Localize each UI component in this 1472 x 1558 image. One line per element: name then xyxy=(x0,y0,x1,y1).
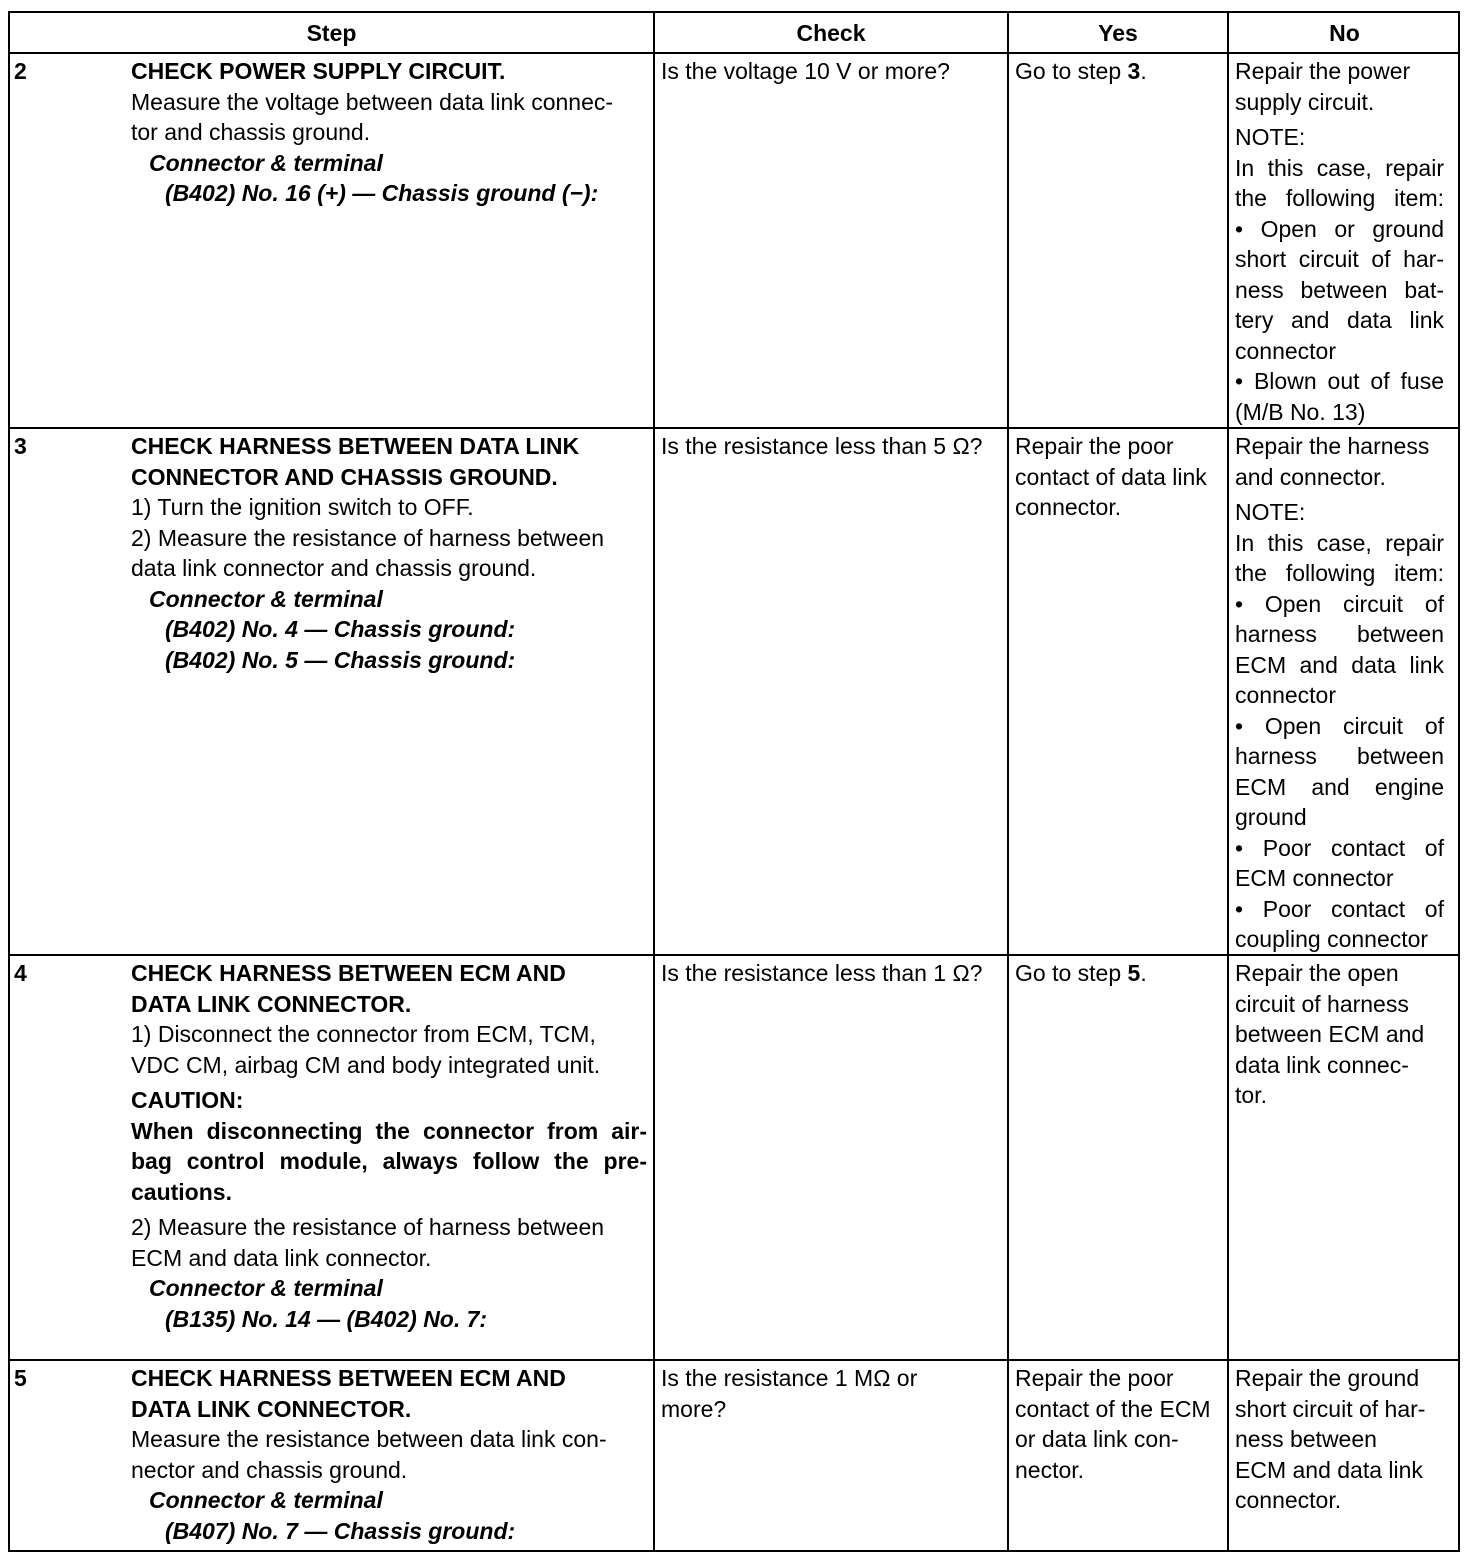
column-divider xyxy=(653,13,655,1550)
caution-label: CAUTION: xyxy=(131,1087,244,1113)
step-text: 1) Turn the ignition switch to OFF. xyxy=(131,494,474,520)
no-line: short circuit of har- xyxy=(1235,1395,1426,1422)
step-text: 1) Disconnect the connector from ECM, TCM, xyxy=(131,1021,596,1047)
no-line: (M/B No. 13) xyxy=(1235,398,1366,425)
header-step: Step xyxy=(306,20,357,46)
connector-label: Connector & terminal xyxy=(149,1275,383,1301)
column-divider xyxy=(1227,13,1229,1550)
step-title: CHECK HARNESS BETWEEN ECM AND xyxy=(131,960,566,986)
step-description xyxy=(131,56,647,209)
no-line: • Blown out of fuse xyxy=(1235,368,1444,394)
no-line: connector xyxy=(1235,337,1337,364)
diagnostic-table xyxy=(8,11,1460,1552)
yes-step-number: 5 xyxy=(1127,960,1141,986)
no-line: • Open circuit of xyxy=(1235,590,1444,617)
terminal-spec: (B407) No. 7 — Chassis ground: xyxy=(165,1517,516,1544)
yes-line: connector. xyxy=(1015,494,1122,520)
step-text: Measure the resistance between data link con- xyxy=(131,1426,607,1452)
yes-text xyxy=(1015,56,1225,87)
step-text: 2) Measure the resistance of harness between xyxy=(131,1214,605,1240)
step-number: 2 xyxy=(14,58,27,84)
terminal-spec: (B402) No. 4 — Chassis ground: xyxy=(165,616,516,642)
step-number: 5 xyxy=(14,1365,27,1391)
no-text xyxy=(1235,431,1444,955)
connector-label: Connector & terminal xyxy=(149,585,383,612)
caution-text: When disconnecting the connector from air- xyxy=(131,1117,647,1144)
no-line: ECM and engine xyxy=(1235,773,1444,800)
no-line: ness between xyxy=(1235,1426,1377,1452)
no-line: circuit of harness xyxy=(1235,990,1409,1017)
yes-suffix: . xyxy=(1140,58,1147,84)
check-text xyxy=(661,1363,1005,1424)
step-number: 3 xyxy=(14,433,27,459)
no-line: Repair the power xyxy=(1235,58,1411,84)
yes-text xyxy=(1015,958,1225,989)
step-text: nector and chassis ground. xyxy=(131,1456,408,1483)
yes-text xyxy=(1015,1363,1225,1485)
no-line: data link connec- xyxy=(1235,1051,1409,1078)
no-line: and connector. xyxy=(1235,463,1386,490)
connector-label: Connector & terminal xyxy=(149,149,383,176)
no-line: ECM connector xyxy=(1235,865,1394,891)
check-text: Is the resistance less than 1 Ω? xyxy=(661,960,983,986)
check-text: Is the resistance less than 5 Ω? xyxy=(661,433,983,459)
step-text: tor and chassis ground. xyxy=(131,119,371,145)
step-title: CONNECTOR AND CHASSIS GROUND. xyxy=(131,463,558,490)
no-line: tor. xyxy=(1235,1082,1267,1108)
note-label: NOTE: xyxy=(1235,499,1306,525)
yes-line: contact of data link xyxy=(1015,463,1207,490)
no-line: ground xyxy=(1235,804,1307,830)
terminal-spec: (B402) No. 5 — Chassis ground: xyxy=(165,646,516,673)
no-line: ness between bat- xyxy=(1235,276,1444,303)
terminal-spec: (B135) No. 14 — (B402) No. 7: xyxy=(165,1305,488,1332)
no-line: Repair the ground xyxy=(1235,1365,1420,1391)
step-text: VDC CM, airbag CM and body integrated unit. xyxy=(131,1051,601,1078)
no-line: the following item: xyxy=(1235,560,1444,586)
step-text: Measure the voltage between data link connec- xyxy=(131,88,614,115)
step-description xyxy=(131,958,647,1334)
check-text: Is the voltage 10 V or more? xyxy=(661,58,950,84)
row-divider xyxy=(10,1359,1458,1361)
step-title: DATA LINK CONNECTOR. xyxy=(131,1395,412,1422)
no-line: Repair the harness xyxy=(1235,433,1430,459)
no-line: Repair the open xyxy=(1235,960,1399,986)
yes-text xyxy=(1015,431,1225,523)
no-line: between ECM and xyxy=(1235,1021,1425,1047)
step-text: ECM and data link connector. xyxy=(131,1244,432,1271)
no-line: ECM and data link xyxy=(1235,1456,1423,1483)
terminal-spec: (B402) No. 16 (+) — Chassis ground (−): xyxy=(165,180,599,206)
step-title: CHECK HARNESS BETWEEN ECM AND xyxy=(131,1365,566,1391)
yes-step-number: 3 xyxy=(1127,58,1141,84)
no-line: tery and data link xyxy=(1235,307,1444,333)
no-line: • Poor contact of xyxy=(1235,834,1444,861)
step-title: CHECK HARNESS BETWEEN DATA LINK xyxy=(131,433,580,459)
yes-line: contact of the ECM xyxy=(1015,1395,1211,1422)
header-yes: Yes xyxy=(1098,20,1138,46)
no-line: • Poor contact of xyxy=(1235,895,1444,922)
step-description xyxy=(131,1363,647,1546)
note-label: NOTE: xyxy=(1235,124,1306,150)
yes-line: Repair the poor xyxy=(1015,433,1174,459)
step-number: 4 xyxy=(14,960,27,986)
step-description xyxy=(131,431,647,675)
no-line: In this case, repair xyxy=(1235,529,1444,556)
row-divider xyxy=(10,427,1458,429)
yes-line: Repair the poor xyxy=(1015,1365,1174,1391)
no-line: • Open or ground xyxy=(1235,215,1444,242)
no-line: coupling connector xyxy=(1235,926,1429,952)
caution-text: cautions. xyxy=(131,1178,232,1205)
no-line: harness between xyxy=(1235,621,1444,647)
yes-line: nector. xyxy=(1015,1456,1085,1483)
step-text: data link connector and chassis ground. xyxy=(131,555,537,581)
yes-line: or data link con- xyxy=(1015,1426,1179,1452)
step-title: DATA LINK CONNECTOR. xyxy=(131,990,412,1017)
no-text xyxy=(1235,1363,1444,1516)
yes-prefix: Go to step xyxy=(1015,58,1128,84)
no-line: connector. xyxy=(1235,1487,1342,1513)
caution-text: bag control module, always follow the pre- xyxy=(131,1148,647,1174)
no-text xyxy=(1235,958,1444,1111)
header-no: No xyxy=(1329,20,1360,46)
yes-prefix: Go to step xyxy=(1015,960,1128,986)
step-text: 2) Measure the resistance of harness between xyxy=(131,524,605,551)
no-line: supply circuit. xyxy=(1235,88,1375,115)
connector-label: Connector & terminal xyxy=(149,1487,383,1513)
column-divider xyxy=(1007,13,1009,1550)
no-line: • Open circuit of xyxy=(1235,712,1444,739)
step-title: CHECK POWER SUPPLY CIRCUIT. xyxy=(131,58,506,84)
no-line: ECM and data link xyxy=(1235,651,1444,678)
no-line: In this case, repair xyxy=(1235,154,1444,181)
check-line: more? xyxy=(661,1395,727,1422)
no-text xyxy=(1235,56,1444,427)
no-line: connector xyxy=(1235,682,1337,708)
no-line: short circuit of har- xyxy=(1235,246,1444,272)
yes-suffix: . xyxy=(1140,960,1147,986)
header-check: Check xyxy=(796,20,866,46)
no-line: harness between xyxy=(1235,743,1444,769)
no-line: the following item: xyxy=(1235,185,1444,211)
check-line: Is the resistance 1 MΩ or xyxy=(661,1365,918,1391)
